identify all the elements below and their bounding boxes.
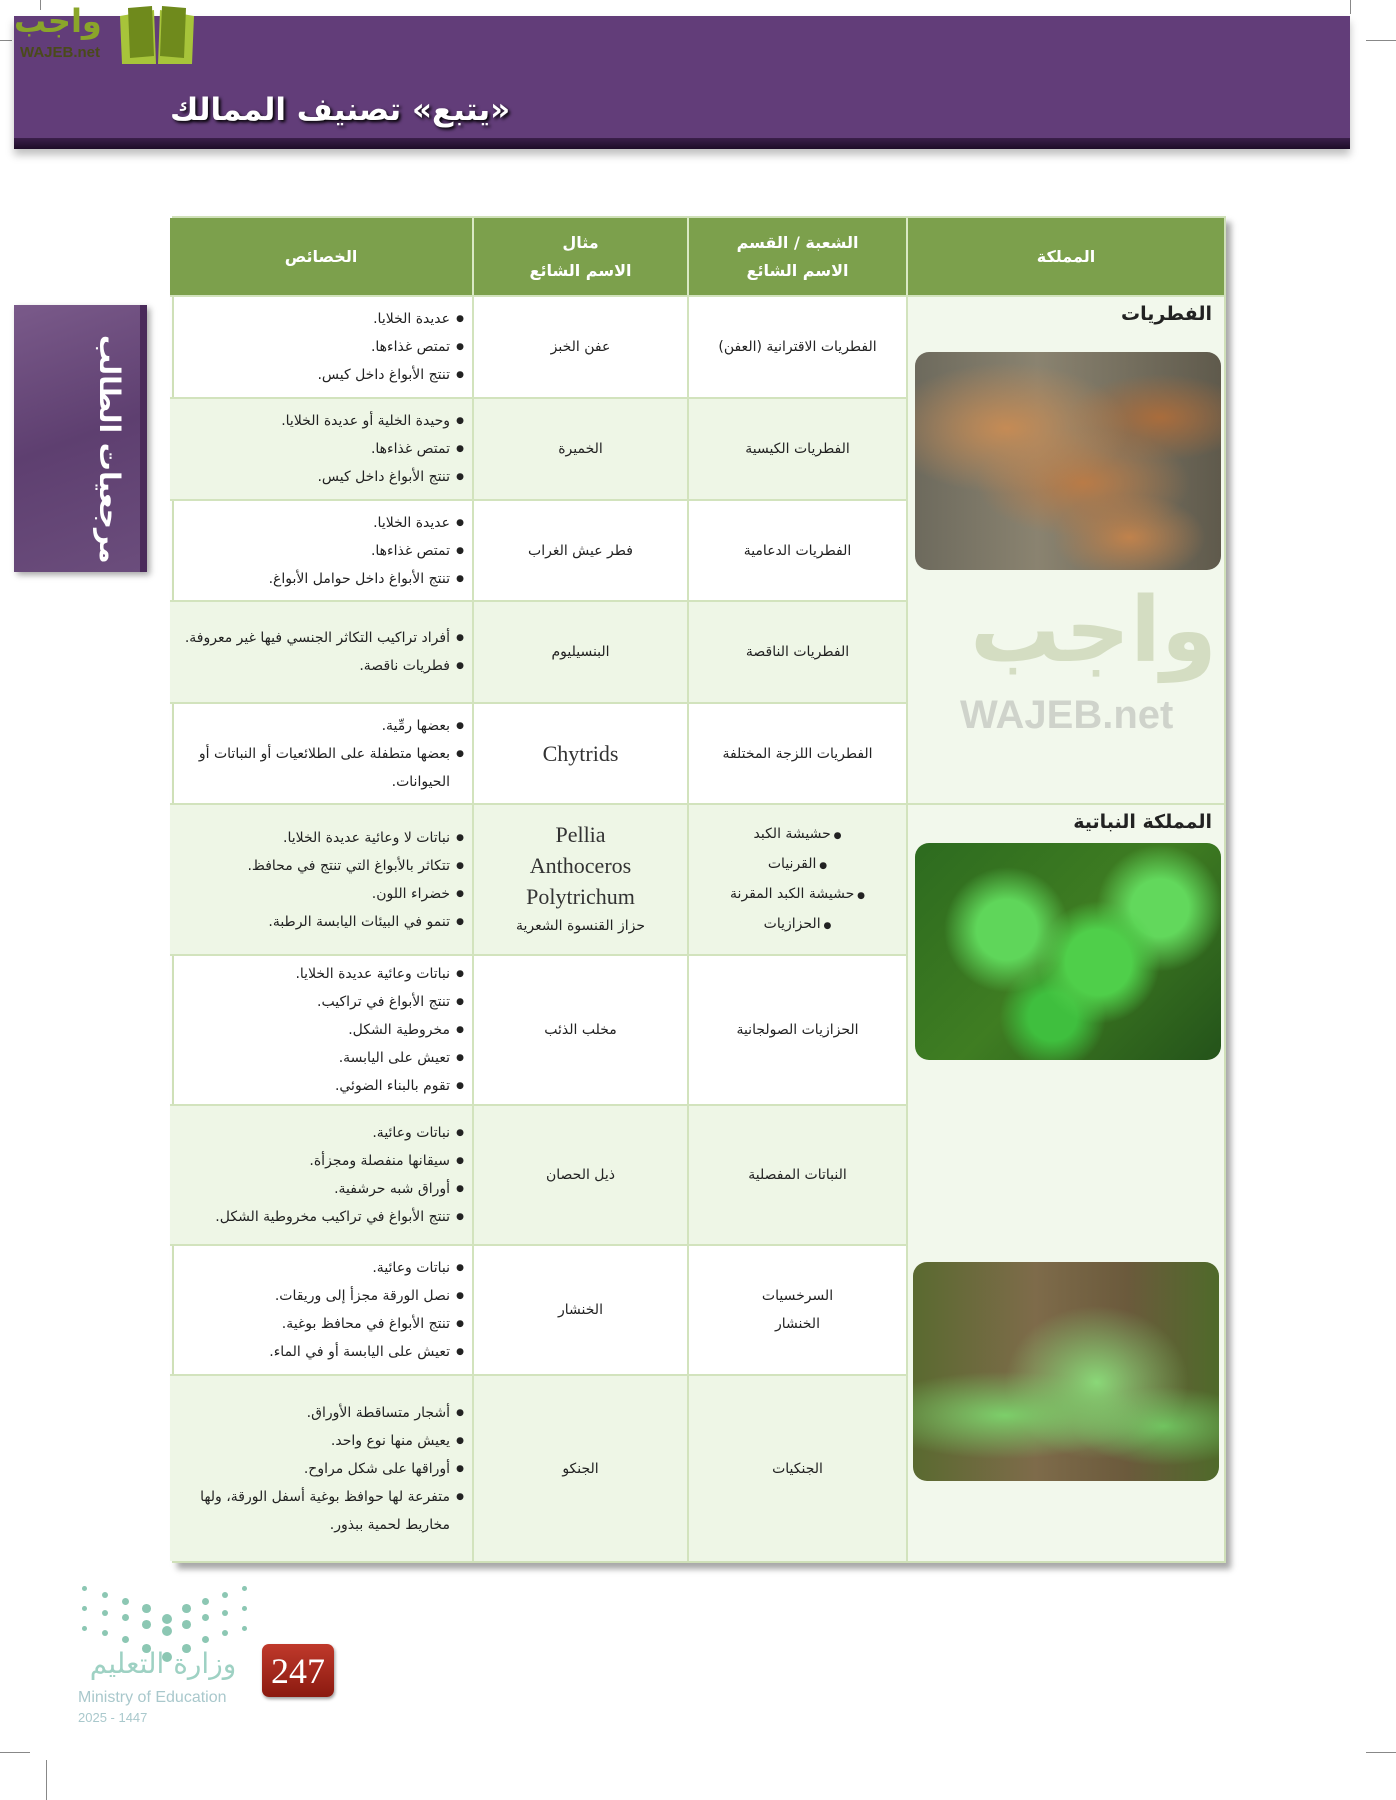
emblem-dot bbox=[82, 1586, 87, 1591]
phylum-list-item: ● حشيشة الكبد bbox=[730, 820, 865, 850]
example-common-name: حزاز القنسوة الشعرية bbox=[516, 918, 645, 934]
header-example bbox=[472, 218, 687, 295]
header-kingdom bbox=[906, 218, 1224, 295]
characteristics-list bbox=[178, 305, 450, 389]
characteristics-list bbox=[178, 624, 450, 680]
emblem-dot bbox=[202, 1636, 209, 1643]
characteristics-cell bbox=[170, 295, 472, 397]
emblem-dot bbox=[222, 1592, 228, 1598]
characteristic-item: ● تمتص غذاءها. bbox=[178, 537, 450, 565]
emblem-dot bbox=[242, 1626, 247, 1631]
header-phylum-label: الشعبة / القسم bbox=[736, 232, 859, 252]
characteristic-item: ● بعضها متطفلة على الطلائعيات أو النباتات أو الحيوانات. bbox=[178, 740, 450, 796]
example-scientific-name: Chytrids bbox=[542, 741, 619, 766]
characteristics-cell bbox=[170, 702, 472, 803]
emblem-dot bbox=[102, 1630, 108, 1636]
page-number: 247 bbox=[262, 1644, 334, 1697]
chapter-header-banner bbox=[14, 16, 1350, 149]
emblem-dot bbox=[162, 1614, 172, 1624]
characteristic-item: ● تنتج الأبواغ في تراكيب. bbox=[178, 988, 450, 1016]
characteristics-list bbox=[178, 407, 450, 491]
wajeb-logo[interactable] bbox=[10, 2, 192, 68]
phylum-cell bbox=[687, 600, 906, 702]
characteristics-list bbox=[178, 960, 450, 1100]
characteristic-item: ● أوراقها على شكل مراوح. bbox=[178, 1455, 450, 1483]
emblem-dot bbox=[122, 1614, 129, 1621]
header-characteristics-label: الخصائص bbox=[284, 246, 358, 266]
kingdom-plants-cell bbox=[906, 803, 1224, 1561]
characteristics-cell bbox=[170, 954, 472, 1104]
phylum-cell bbox=[687, 803, 906, 954]
example-common-name: عفن الخبز bbox=[550, 339, 611, 355]
phylum-cell bbox=[687, 954, 906, 1104]
characteristic-item: ● تقوم بالبناء الضوئي. bbox=[178, 1072, 450, 1100]
example-common-name: ذيل الحصان bbox=[545, 1167, 616, 1183]
watermark-arabic: واجب bbox=[970, 578, 1217, 683]
example-common-name: الخميرة bbox=[558, 441, 603, 457]
characteristic-item: ● تنتج الأبواغ في محافظ بوغية. bbox=[178, 1310, 450, 1338]
characteristic-item: ● تنتج الأبواغ في تراكيب مخروطية الشكل. bbox=[178, 1203, 450, 1231]
example-cell bbox=[472, 1104, 687, 1244]
phylum-name: الفطريات الاقترانية (العفن) bbox=[718, 339, 877, 355]
page-title: «يتبع» تصنيف الممالك bbox=[170, 92, 511, 128]
edition-year: 2025 - 1447 bbox=[78, 1710, 148, 1725]
characteristic-item: ● أشجار متساقطة الأوراق. bbox=[178, 1399, 450, 1427]
emblem-dot bbox=[242, 1606, 247, 1611]
phylum-list-item: ● القرنيات bbox=[730, 850, 865, 880]
phylum-cell bbox=[687, 1374, 906, 1561]
emblem-dot bbox=[202, 1598, 209, 1605]
phylum-cell bbox=[687, 1104, 906, 1244]
characteristics-list bbox=[178, 1119, 450, 1231]
characteristic-item: ● أوراق شبه حرشفية. bbox=[178, 1175, 450, 1203]
fern-photo bbox=[913, 1262, 1219, 1481]
kingdom-name: المملكة النباتية bbox=[1073, 811, 1212, 833]
characteristic-item: ● نباتات وعائية. bbox=[178, 1119, 450, 1147]
characteristic-item: ● تنتج الأبواغ داخل كيس. bbox=[178, 361, 450, 389]
kingdom-fungi-cell bbox=[906, 295, 1224, 803]
example-common-name: البنسيليوم bbox=[551, 644, 610, 660]
header-example-label: مثال bbox=[562, 232, 599, 252]
phylum-cell bbox=[687, 702, 906, 803]
header-phylum-common: الاسم الشائع bbox=[746, 260, 849, 280]
example-cell bbox=[472, 803, 687, 954]
characteristic-item: ● تنتج الأبواغ داخل كيس. bbox=[178, 463, 450, 491]
example-common-name: فطر عيش الغراب bbox=[528, 542, 633, 559]
emblem-dot bbox=[142, 1620, 151, 1629]
characteristics-cell bbox=[170, 397, 472, 499]
ministry-arabic: وزارة التعليم bbox=[89, 1647, 237, 1680]
characteristic-item: ● تنمو في البيئات اليابسة الرطبة. bbox=[178, 908, 450, 936]
characteristic-item: ● تعيش على اليابسة. bbox=[178, 1044, 450, 1072]
characteristic-item: ● فطريات ناقصة. bbox=[178, 652, 450, 680]
emblem-dot bbox=[222, 1630, 228, 1636]
example-cell bbox=[472, 295, 687, 397]
example-scientific-name: Anthoceros bbox=[529, 853, 632, 878]
mushroom-photo bbox=[915, 352, 1221, 570]
phylum-cell bbox=[687, 1244, 906, 1374]
phylum-name: النباتات المفصلية bbox=[748, 1167, 847, 1183]
phylum-name: الفطريات اللزجة المختلفة bbox=[722, 745, 873, 762]
emblem-dot bbox=[102, 1610, 108, 1616]
example-common-name: مخلب الذئب bbox=[544, 1022, 617, 1038]
header-characteristics bbox=[170, 218, 472, 295]
emblem-dot bbox=[122, 1598, 129, 1605]
header-kingdom-label: المملكة bbox=[1036, 246, 1096, 266]
characteristic-item: ● وحيدة الخلية أو عديدة الخلايا. bbox=[178, 407, 450, 435]
emblem-dot bbox=[202, 1614, 209, 1621]
characteristics-cell bbox=[170, 600, 472, 702]
example-cell bbox=[472, 600, 687, 702]
characteristic-item: ● تعيش على اليابسة أو في الماء. bbox=[178, 1338, 450, 1366]
characteristics-list bbox=[178, 1254, 450, 1366]
watermark-english: WAJEB.net bbox=[960, 693, 1174, 737]
phylum-name: الفطريات الكيسية bbox=[745, 441, 850, 457]
example-cell bbox=[472, 1244, 687, 1374]
phylum-cell bbox=[687, 295, 906, 397]
characteristics-cell bbox=[170, 1244, 472, 1374]
example-cell bbox=[472, 499, 687, 600]
phylum-name: الفطريات الدعامية bbox=[743, 542, 852, 559]
student-references-tab[interactable] bbox=[14, 305, 147, 572]
characteristic-item: ● يعيش منها نوع واحد. bbox=[178, 1427, 450, 1455]
characteristic-item: ● نصل الورقة مجزأ إلى وريقات. bbox=[178, 1282, 450, 1310]
characteristic-item: ● نباتات وعائية. bbox=[178, 1254, 450, 1282]
phylum-name: الحزازيات الصولجانية bbox=[736, 1022, 859, 1038]
example-cell bbox=[472, 954, 687, 1104]
phylum-list bbox=[730, 820, 865, 940]
characteristic-item: ● متفرعة لها حوافظ بوغية أسفل الورقة، ولها مخاريط لحمية ببذور. bbox=[178, 1483, 450, 1539]
phylum-list-item: ● الحزازيات bbox=[730, 910, 865, 940]
emblem-dot bbox=[242, 1586, 247, 1591]
characteristic-item: ● أفراد تراكيب التكاثر الجنسي فيها غير معروفة. bbox=[178, 624, 450, 652]
phylum-name: الجنكيات bbox=[772, 1460, 823, 1477]
characteristic-item: ● عديدة الخلايا. bbox=[178, 509, 450, 537]
characteristics-list bbox=[178, 509, 450, 593]
example-cell bbox=[472, 702, 687, 803]
emblem-dot bbox=[162, 1626, 172, 1636]
logo-arabic: واجب bbox=[14, 2, 102, 40]
header-stripe bbox=[14, 138, 1350, 149]
phylum-name: السرخسيات bbox=[761, 1288, 834, 1304]
characteristics-cell bbox=[170, 1374, 472, 1561]
characteristic-item: ● سيقانها منفصلة ومجزأة. bbox=[178, 1147, 450, 1175]
emblem-dot bbox=[182, 1620, 191, 1629]
kingdom-name: الفطريات bbox=[1120, 303, 1212, 325]
header-example-common: الاسم الشائع bbox=[529, 260, 632, 280]
phylum-name: الفطريات الناقصة bbox=[745, 644, 850, 660]
emblem-dot bbox=[122, 1636, 129, 1643]
ministry-of-education-logo bbox=[78, 1582, 248, 1728]
characteristic-item: ● تمتص غذاءها. bbox=[178, 333, 450, 361]
moss-photo bbox=[915, 843, 1221, 1060]
characteristic-item: ● خضراء اللون. bbox=[178, 880, 450, 908]
characteristics-list bbox=[178, 712, 450, 796]
example-scientific-name: Polytrichum bbox=[526, 884, 635, 909]
emblem-dot bbox=[82, 1606, 87, 1611]
header-phylum bbox=[687, 218, 906, 295]
phylum-name: الخنشار bbox=[775, 1316, 820, 1332]
example-common-name: الخنشار bbox=[558, 1302, 603, 1318]
emblem-dot bbox=[222, 1610, 228, 1616]
characteristic-item: ● عديدة الخلايا. bbox=[178, 305, 450, 333]
characteristics-cell bbox=[170, 499, 472, 600]
characteristic-item: ● تتكاثر بالأبواغ التي تنتج في محافظ. bbox=[178, 852, 450, 880]
characteristic-item: ● تنتج الأبواغ داخل حوامل الأبواغ. bbox=[178, 565, 450, 593]
side-tab-label: مرجعيات الطالب bbox=[93, 335, 126, 564]
book-icon bbox=[116, 6, 198, 66]
characteristic-item: ● نباتات لا وعائية عديدة الخلايا. bbox=[178, 824, 450, 852]
example-cell bbox=[472, 1374, 687, 1561]
emblem-dot bbox=[102, 1592, 108, 1598]
ministry-english: Ministry of Education bbox=[78, 1689, 227, 1706]
characteristics-cell bbox=[170, 1104, 472, 1244]
emblem-dot bbox=[142, 1604, 151, 1613]
emblem-dot bbox=[82, 1626, 87, 1631]
emblem-dot bbox=[182, 1604, 191, 1613]
characteristics-list bbox=[178, 1399, 450, 1539]
characteristic-item: ● مخروطية الشكل. bbox=[178, 1016, 450, 1044]
characteristic-item: ● نباتات وعائية عديدة الخلايا. bbox=[178, 960, 450, 988]
phylum-list-item: ● حشيشة الكبد المقرنة bbox=[730, 880, 865, 910]
kingdom-classification-table bbox=[172, 216, 1226, 1563]
characteristics-cell bbox=[170, 803, 472, 954]
example-cell bbox=[472, 397, 687, 499]
phylum-cell bbox=[687, 397, 906, 499]
example-common-name: الجنكو bbox=[562, 1460, 599, 1477]
phylum-cell bbox=[687, 499, 906, 600]
characteristic-item: ● تمتص غذاءها. bbox=[178, 435, 450, 463]
example-scientific-name: Pellia bbox=[555, 822, 606, 847]
logo-english: WAJEB.net bbox=[20, 44, 101, 61]
characteristic-item: ● بعضها رمِّية. bbox=[178, 712, 450, 740]
characteristics-list bbox=[178, 824, 450, 936]
